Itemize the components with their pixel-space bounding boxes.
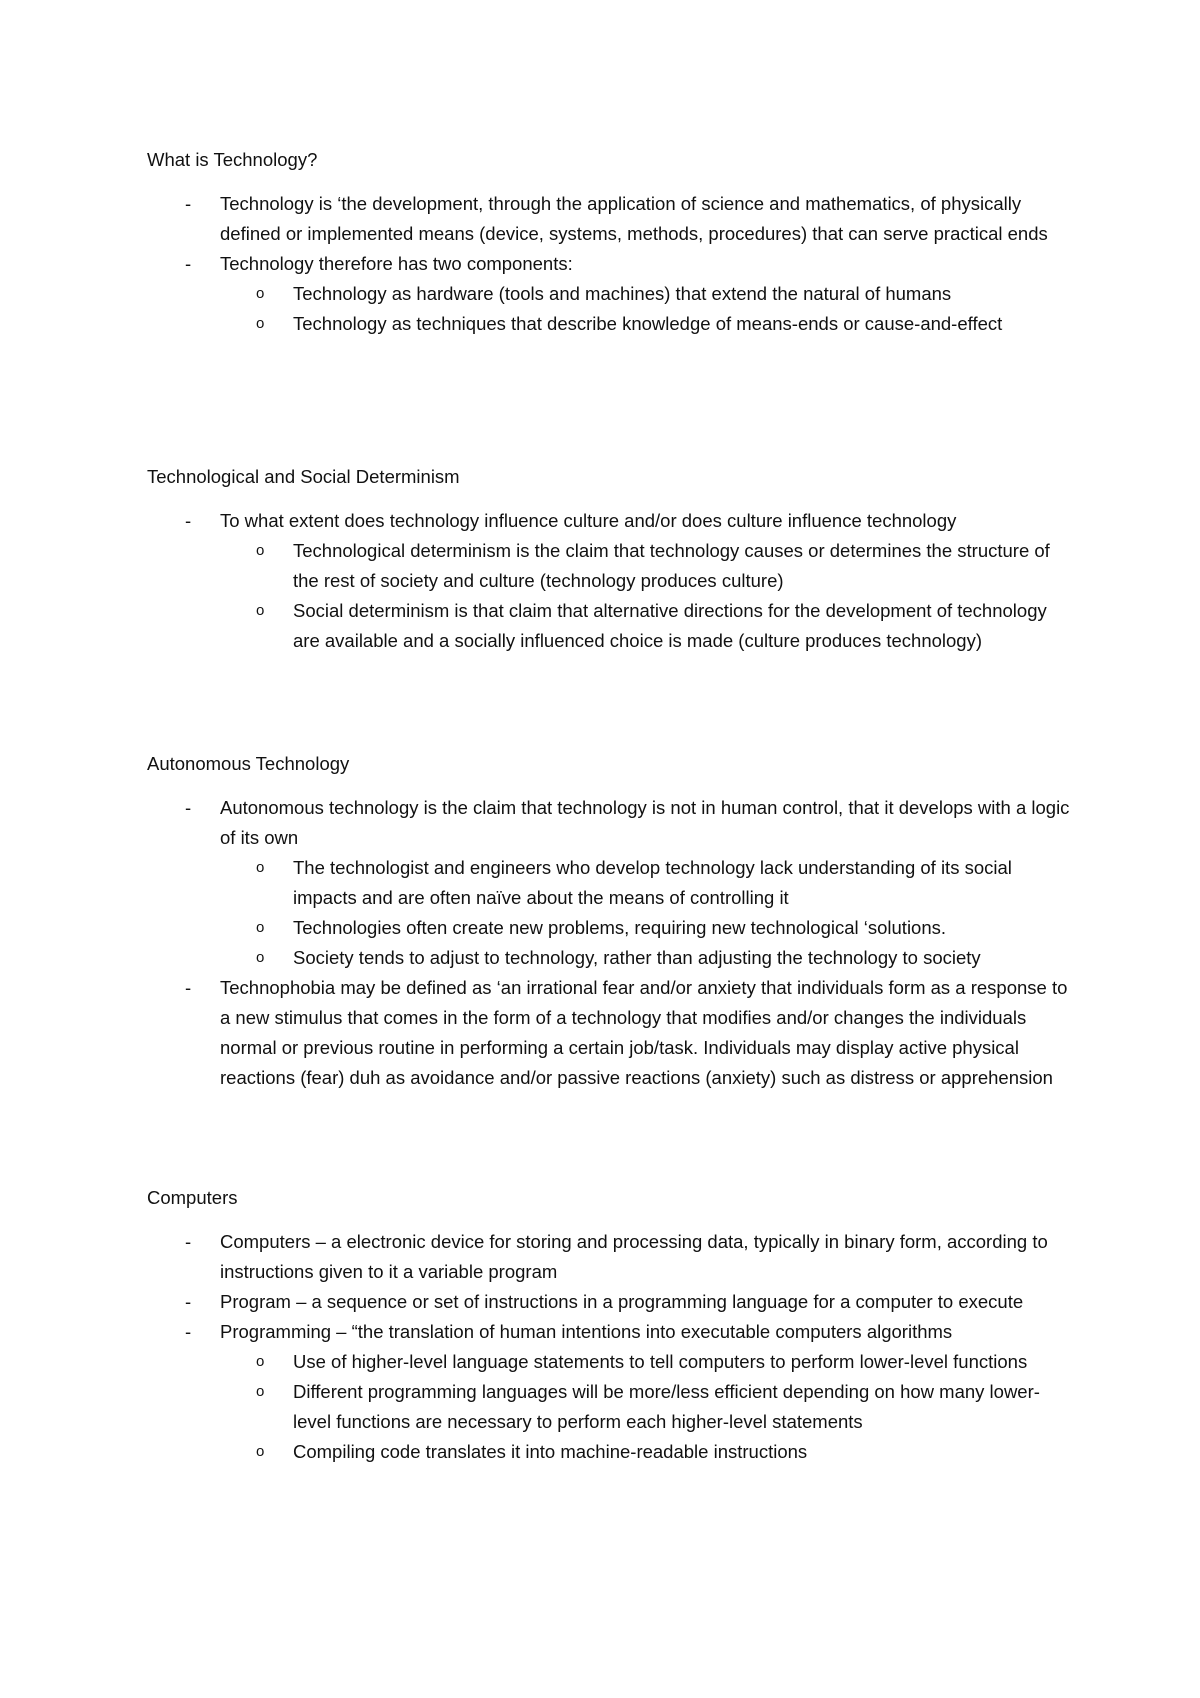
circle-bullet: o	[256, 542, 265, 559]
dash-bullet: -	[185, 193, 192, 214]
sub-list-item-text: Technology as hardware (tools and machines) that extend the natural of humans	[293, 283, 952, 304]
circle-bullet: o	[256, 1383, 265, 1400]
sub-list-item-text: Society tends to adjust to technology, rather than adjusting the technology to society	[293, 947, 981, 968]
dash-bullet: -	[185, 1231, 192, 1252]
bullet-list	[147, 506, 1077, 656]
list-item	[147, 506, 1077, 656]
list-item	[147, 1287, 1077, 1317]
list-item-text: Programming – “the translation of human intentions into executable computers algorithms	[220, 1321, 953, 1342]
list-item	[147, 249, 1077, 339]
dash-bullet: -	[185, 1321, 192, 1342]
list-item-text: Technology therefore has two components:	[220, 253, 573, 274]
sub-list-item	[220, 913, 1077, 943]
list-item-text: Technology is ‘the development, through the application of science and mathematics, of physically defined or implemented means (device, systems, methods, procedures) that can serve practical ends	[220, 193, 1048, 244]
list-item	[147, 793, 1077, 973]
dash-bullet: -	[185, 977, 192, 998]
sub-list-item	[220, 1377, 1077, 1437]
bullet-list	[147, 1227, 1077, 1467]
sub-bullet-list	[220, 536, 1077, 656]
sub-list-item-text: Different programming languages will be more/less efficient depending on how many lower-level functions are necessary to perform each higher-level statements	[293, 1381, 1040, 1432]
section-heading: Technological and Social Determinism	[147, 466, 460, 487]
dash-bullet: -	[185, 1291, 192, 1312]
sub-list-item-text: Social determinism is that claim that alternative directions for the development of technology are available and a socially influenced choice is made (culture produces technology)	[293, 600, 1047, 651]
sub-list-item-text: Use of higher-level language statements to tell computers to perform lower-level functions	[293, 1351, 1028, 1372]
sub-list-item	[220, 1347, 1077, 1377]
circle-bullet: o	[256, 859, 265, 876]
list-item-text: Autonomous technology is the claim that technology is not in human control, that it develops with a logic of its own	[220, 797, 1070, 848]
circle-bullet: o	[256, 315, 265, 332]
sub-bullet-list	[220, 853, 1077, 973]
list-item	[147, 189, 1077, 249]
list-item	[147, 973, 1077, 1093]
sub-list-item-text: Technology as techniques that describe knowledge of means-ends or cause-and-effect	[293, 313, 1003, 334]
sub-list-item	[220, 1437, 1077, 1467]
section-what-is-technology	[147, 145, 1077, 339]
circle-bullet: o	[256, 1353, 265, 1370]
list-item	[147, 1317, 1077, 1467]
section-heading: What is Technology?	[147, 149, 318, 170]
circle-bullet: o	[256, 602, 265, 619]
sub-list-item-text: Technological determinism is the claim that technology causes or determines the structure of the rest of society and culture (technology produces culture)	[293, 540, 1050, 591]
section-autonomous-technology	[147, 749, 1077, 1093]
dash-bullet: -	[185, 253, 192, 274]
sub-list-item	[220, 853, 1077, 913]
section-computers	[147, 1183, 1077, 1467]
circle-bullet: o	[256, 285, 265, 302]
bullet-list	[147, 793, 1077, 1093]
list-item-text: Computers – a electronic device for storing and processing data, typically in binary form, according to instructions given to it a variable program	[220, 1231, 1048, 1282]
dash-bullet: -	[185, 510, 192, 531]
sub-list-item	[220, 596, 1077, 656]
list-item-text: Technophobia may be defined as ‘an irrational fear and/or anxiety that individuals form as a response to a new stimulus that comes in the form of a technology that modifies and/or changes the individuals normal or previous routine in performing a certain job/task. Individuals may display active physical reactions (fear) duh as avoidance and/or passive reactions (anxiety) such as distress or apprehension	[220, 977, 1068, 1088]
sub-list-item	[220, 943, 1077, 973]
sub-list-item	[220, 279, 1077, 309]
sub-list-item-text: Technologies often create new problems, requiring new technological ‘solutions.	[293, 917, 947, 938]
section-heading: Computers	[147, 1187, 238, 1208]
sub-list-item	[220, 309, 1077, 339]
list-item-text: To what extent does technology influence culture and/or does culture influence technology	[220, 510, 957, 531]
circle-bullet: o	[256, 949, 265, 966]
section-technological-social-determinism	[147, 462, 1077, 656]
sub-bullet-list	[220, 279, 1077, 339]
section-heading: Autonomous Technology	[147, 753, 350, 774]
bullet-list	[147, 189, 1077, 339]
circle-bullet: o	[256, 1443, 265, 1460]
list-item	[147, 1227, 1077, 1287]
sub-bullet-list	[220, 1347, 1077, 1467]
sub-list-item	[220, 536, 1077, 596]
circle-bullet: o	[256, 919, 265, 936]
sub-list-item-text: Compiling code translates it into machine-readable instructions	[293, 1441, 808, 1462]
dash-bullet: -	[185, 797, 192, 818]
list-item-text: Program – a sequence or set of instructions in a programming language for a computer to execute	[220, 1291, 1024, 1312]
sub-list-item-text: The technologist and engineers who develop technology lack understanding of its social impacts and are often naïve about the means of controlling it	[293, 857, 1012, 908]
